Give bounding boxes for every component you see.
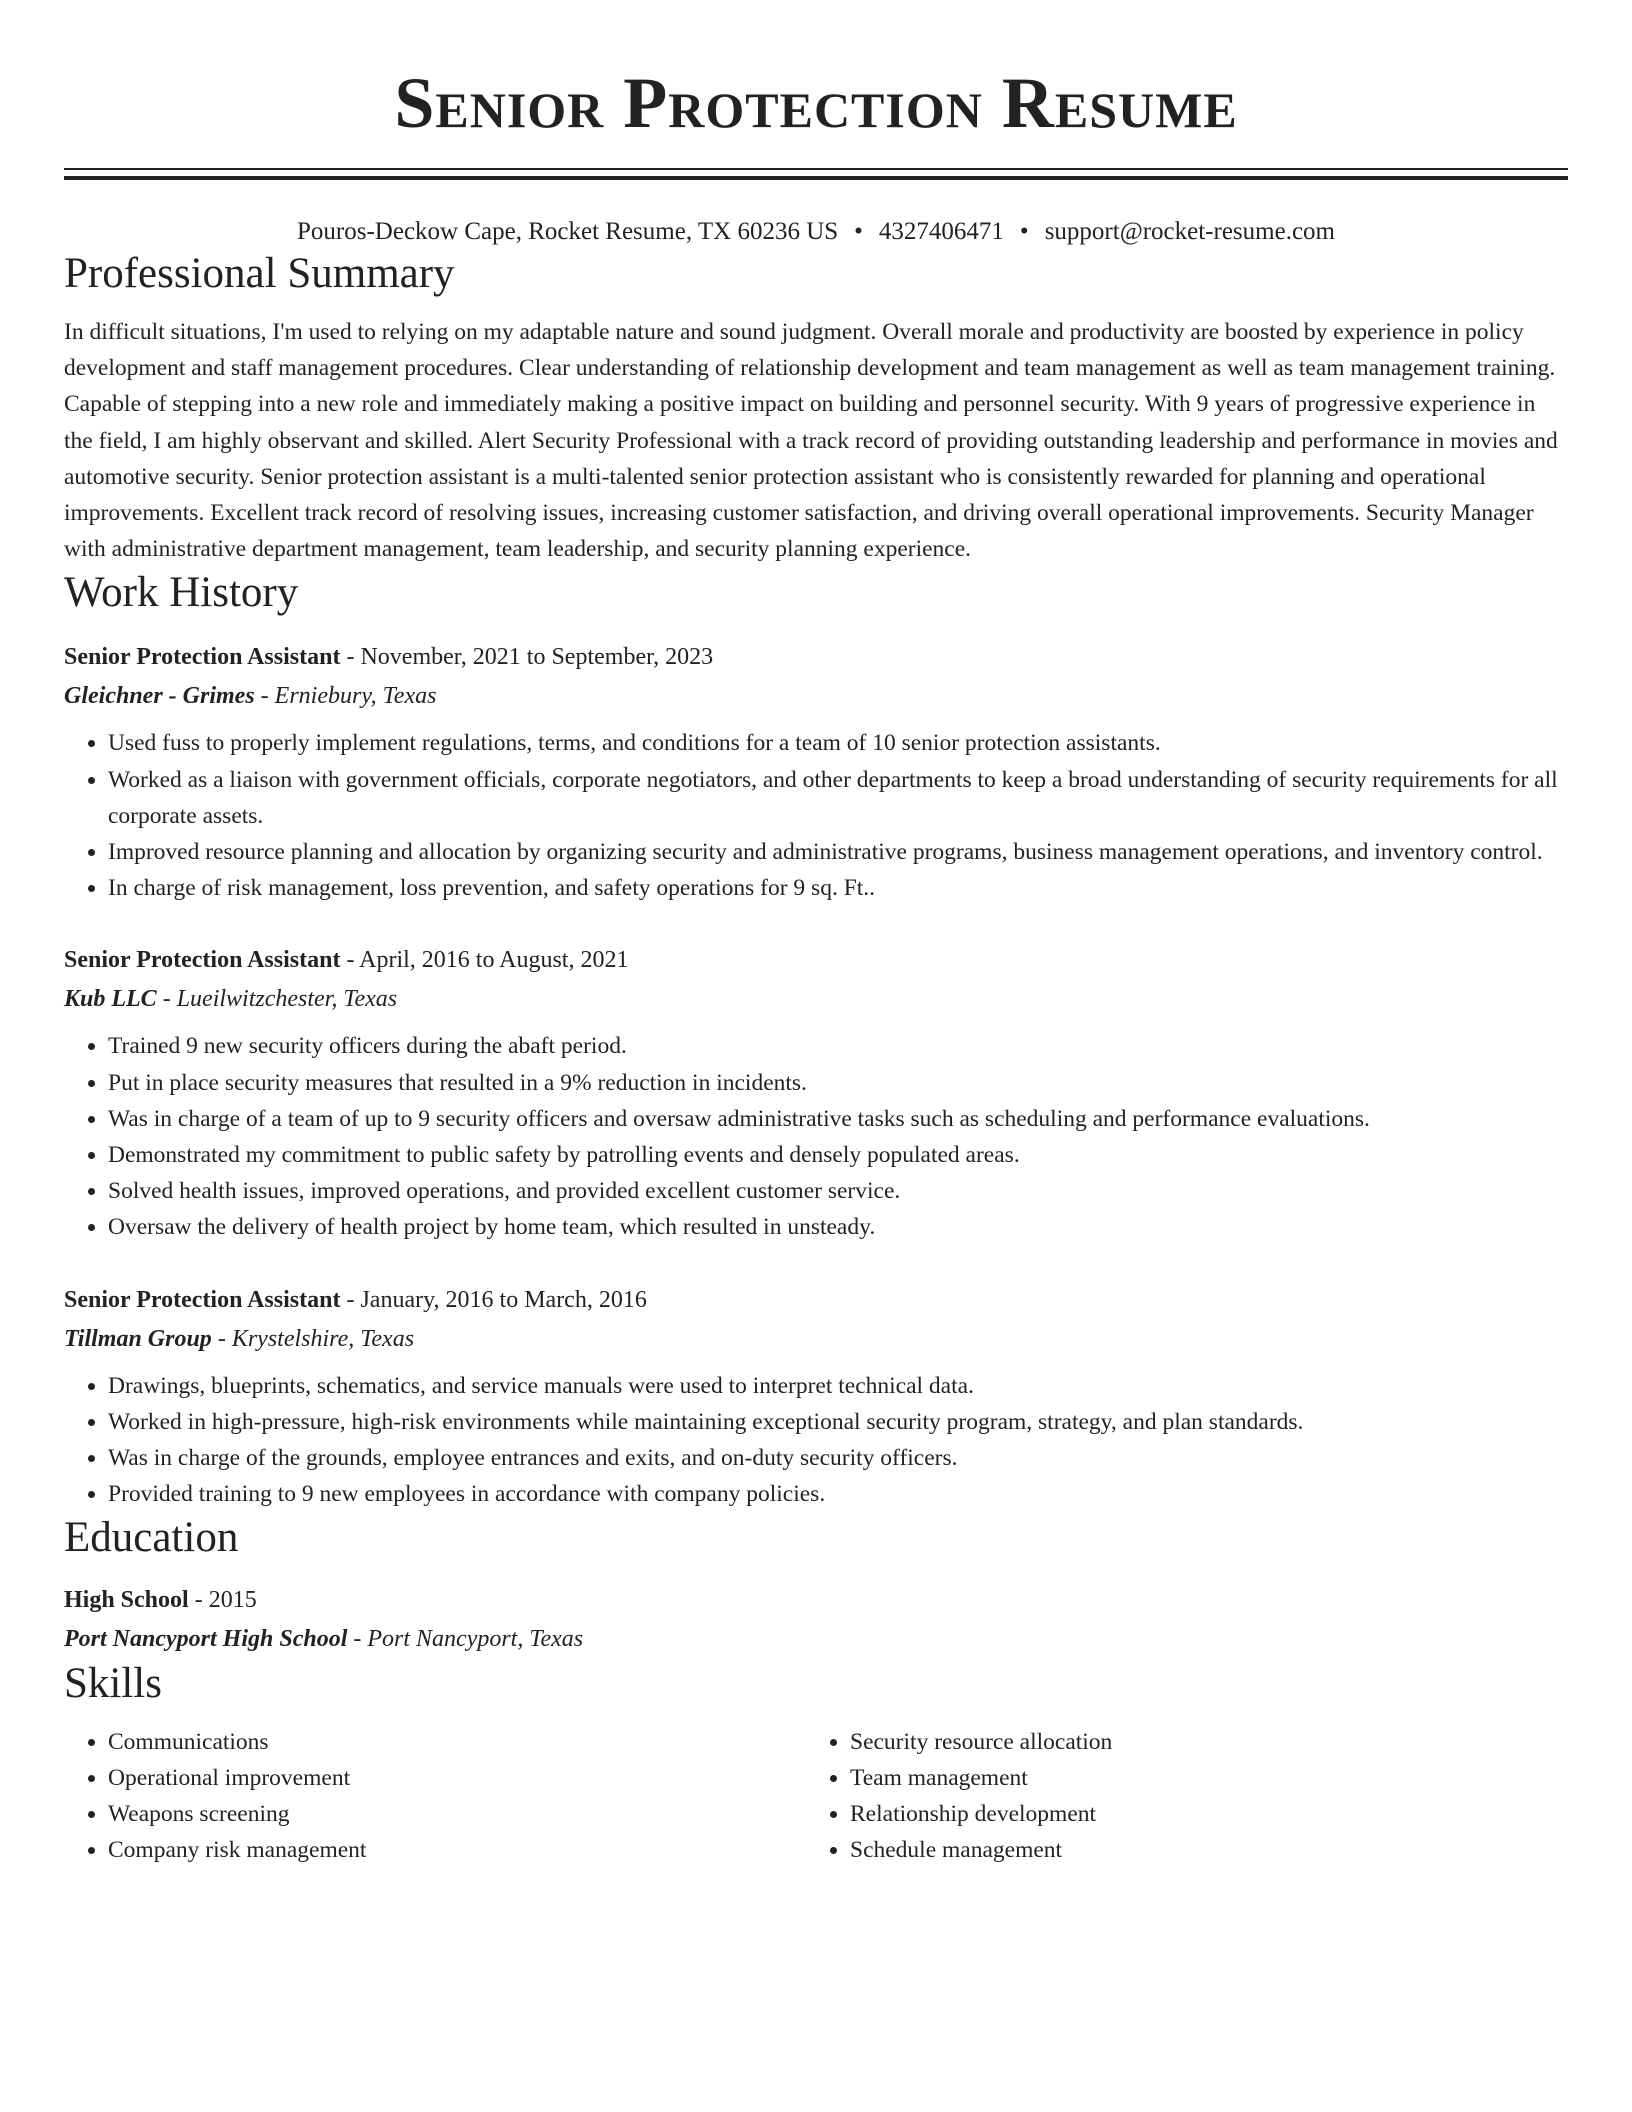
skill-item: • Team management: [850, 1760, 1548, 1796]
job-title-line: [64, 940, 1568, 980]
title-divider-thick: [64, 176, 1568, 180]
job-dates: April, 2016 to August, 2021: [359, 947, 629, 974]
job-dash: -: [211, 1325, 232, 1352]
job-dates: November, 2021 to September, 2023: [360, 644, 714, 671]
job-company-line: [64, 1320, 1568, 1358]
skill-item: • Relationship development: [850, 1796, 1548, 1832]
job-location: Erniebury, Texas: [274, 683, 437, 710]
job-bullet: • In charge of risk management, loss prevention, and safety operations for 9 sq. Ft..: [108, 870, 1568, 906]
job-company: Gleichner - Grimes: [64, 683, 255, 710]
contact-line: [64, 216, 1568, 248]
education-dash: -: [188, 1587, 209, 1614]
job-entry: [64, 1280, 1568, 1513]
job-bullet: • Solved health issues, improved operations, and provided excellent customer service.: [108, 1173, 1568, 1209]
skill-item: • Company risk management: [108, 1832, 806, 1868]
job-location: Lueilwitzchester, Texas: [176, 986, 398, 1013]
job-entry: [64, 940, 1568, 1245]
contact-email: support@rocket-resume.com: [1044, 218, 1335, 245]
job-dash: -: [254, 683, 275, 710]
skill-item: • Schedule management: [850, 1832, 1548, 1868]
summary-text: In difficult situations, I'm used to relying on my adaptable nature and sound judgment. Overall morale and productivity are boosted by experience in policy development and staff management procedures. Clear understanding of relationship development and team management as well as team management training. Capable of stepping into a new role and immediately making a positive impact on building and personnel security. With 9 years of progressive experience in the field, I am highly observant and skilled. Alert Security Professional with a track record of providing outstanding leadership and performance in movies and automotive security. Senior protection assistant is a multi-talented senior protection assistant who is consistently rewarded for planning and operational improvements. Excellent track record of resolving issues, increasing customer satisfaction, and driving overall operational improvements. Security Manager with administrative department management, team leadership, and security planning experience.: [64, 319, 1558, 563]
skill-item: • Operational improvement: [108, 1760, 806, 1796]
job-title: Senior Protection Assistant: [64, 644, 341, 671]
skill-item: • Communications: [108, 1724, 806, 1760]
job-company-line: [64, 677, 1568, 715]
contact-separator: •: [1019, 218, 1029, 245]
job-bullet: • Was in charge of the grounds, employee entrances and exits, and on-duty security officers.: [108, 1440, 1568, 1476]
job-bullet: • Drawings, blueprints, schematics, and service manuals were used to interpret technical data.: [108, 1368, 1568, 1404]
job-title-line: [64, 637, 1568, 677]
job-bullet: • Worked as a liaison with government officials, corporate negotiators, and other departments to keep a broad understanding of security requirements for all corporate assets.: [108, 762, 1568, 834]
job-bullets: [64, 1368, 1568, 1513]
contact-address: Pouros-Deckow Cape, Rocket Resume, TX 60236 US: [297, 218, 839, 245]
job-bullet: • Improved resource planning and allocation by organizing security and administrative programs, business management operations, and inventory control.: [108, 834, 1568, 870]
job-bullet: • Demonstrated my commitment to public safety by patrolling events and densely populated areas.: [108, 1137, 1568, 1173]
education-school: Port Nancyport High School: [64, 1626, 348, 1653]
contact-phone: 4327406471: [878, 218, 1004, 245]
skill-item: • Security resource allocation: [850, 1724, 1548, 1760]
work-history-heading: Work History: [64, 569, 299, 617]
education-school-line: [64, 1620, 1568, 1658]
job-bullet: • Used fuss to properly implement regulations, terms, and conditions for a team of 10 senior protection assistants.: [108, 725, 1568, 761]
skills-column-right: [806, 1724, 1548, 1868]
job-dash: -: [340, 947, 360, 974]
education-degree: High School: [64, 1587, 189, 1614]
job-bullet: • Trained 9 new security officers during the abaft period.: [108, 1028, 1568, 1064]
job-bullet: • Put in place security measures that resulted in a 9% reduction in incidents.: [108, 1065, 1568, 1101]
job-title-line: [64, 1280, 1568, 1320]
resume-title: Senior Protection Resume: [394, 63, 1238, 143]
job-entry: [64, 637, 1568, 906]
education-dash: -: [347, 1626, 368, 1653]
job-bullet: • Provided training to 9 new employees in accordance with company policies.: [108, 1476, 1568, 1512]
job-dash: -: [340, 644, 361, 671]
summary-heading: Professional Summary: [64, 250, 455, 297]
job-company-line: [64, 980, 1568, 1018]
education-degree-line: [64, 1580, 1568, 1620]
skills-heading: Skills: [64, 1660, 162, 1708]
contact-separator: •: [854, 218, 863, 245]
education-location: Port Nancyport, Texas: [367, 1626, 584, 1653]
job-bullet: • Worked in high-pressure, high-risk environments while maintaining exceptional security program, strategy, and plan standards.: [108, 1404, 1568, 1440]
job-location: Krystelshire, Texas: [231, 1325, 415, 1352]
job-dates: January, 2016 to March, 2016: [360, 1286, 647, 1313]
skill-item: • Weapons screening: [108, 1796, 806, 1832]
job-dash: -: [340, 1286, 361, 1313]
job-bullet: • Was in charge of a team of up to 9 security officers and oversaw administrative tasks such as scheduling and performance evaluations.: [108, 1101, 1568, 1137]
education-heading: Education: [64, 1514, 239, 1562]
education-year: 2015: [208, 1587, 257, 1614]
education-entry: [64, 1580, 1568, 1658]
job-bullet: • Oversaw the delivery of health project by home team, which resulted in unsteady.: [108, 1209, 1568, 1245]
job-dash: -: [156, 986, 177, 1013]
skills-list: [64, 1724, 1568, 1868]
job-company: Kub LLC: [64, 986, 157, 1013]
job-bullets: [64, 725, 1568, 906]
skills-column-left: [64, 1724, 806, 1868]
title-divider-thin: [64, 168, 1568, 170]
job-title: Senior Protection Assistant: [64, 1286, 341, 1313]
job-title: Senior Protection Assistant: [64, 947, 341, 974]
job-bullets: [64, 1028, 1568, 1245]
job-company: Tillman Group: [64, 1325, 212, 1352]
